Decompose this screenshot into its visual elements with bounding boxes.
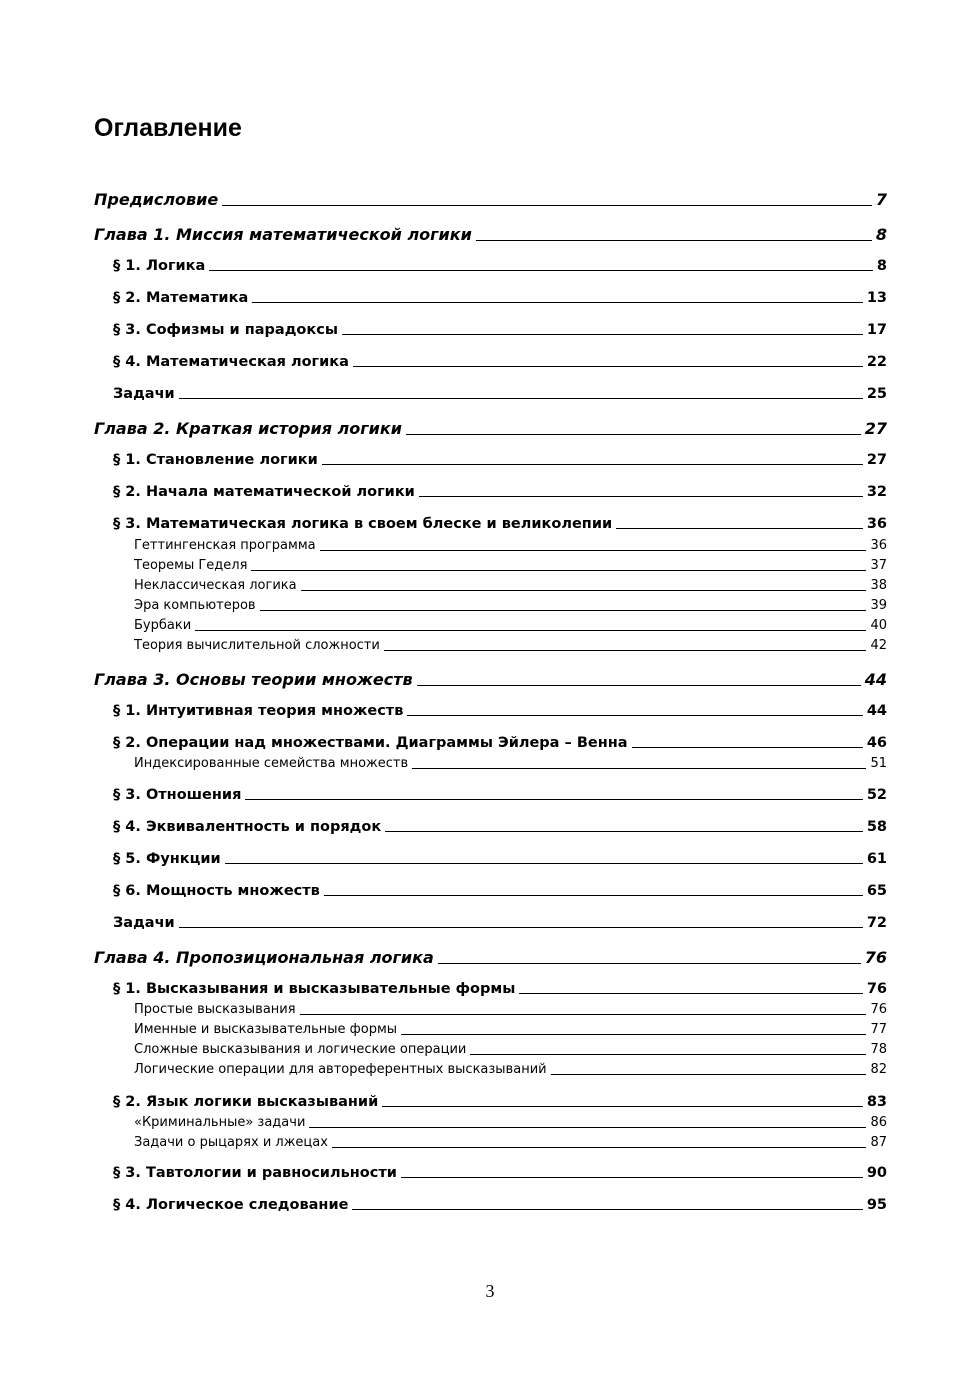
toc-entry[interactable]: [134, 558, 887, 573]
toc-entry-title: § 6. Мощность множеств: [113, 883, 320, 899]
toc-entry[interactable]: [94, 190, 887, 209]
toc-entry-title: Глава 4. Пропозициональная логика: [94, 948, 434, 967]
toc-entry-title: § 3. Софизмы и парадоксы: [113, 322, 338, 338]
toc-entry-title: § 3. Математическая логика в своем блеске и великолепии: [113, 516, 613, 532]
toc-entry-title: Задачи: [113, 915, 175, 931]
toc-entry-title: Сложные высказывания и логические операции: [134, 1042, 467, 1057]
toc-entry-page: 65: [866, 883, 887, 899]
toc-entry-page: 8: [876, 258, 887, 274]
toc-entry[interactable]: [113, 915, 887, 931]
toc-entry-title: Индексированные семейства множеств: [134, 756, 409, 771]
toc-leader-line: [417, 685, 861, 686]
toc-entry[interactable]: [94, 948, 887, 967]
toc-leader-line: [551, 1074, 867, 1075]
toc-entry-title: § 2. Язык логики высказываний: [113, 1094, 379, 1110]
toc-entry-page: 22: [866, 354, 887, 370]
toc-entry-title: Глава 1. Миссия математической логики: [94, 225, 472, 244]
toc-entry-page: 44: [864, 670, 887, 689]
toc-leader-line: [352, 1209, 862, 1210]
toc-entry-title: Глава 2. Краткая история логики: [94, 419, 402, 438]
toc-entry-page: 77: [870, 1022, 887, 1037]
toc-entry-page: 76: [864, 948, 887, 967]
toc-entry[interactable]: [134, 1115, 887, 1130]
toc-entry[interactable]: [134, 598, 887, 613]
toc-entry-page: 90: [866, 1165, 887, 1181]
toc-entry[interactable]: [134, 638, 887, 653]
toc-entry-page: 8: [875, 225, 887, 244]
toc-entry-title: § 3. Тавтологии и равносильности: [113, 1165, 397, 1181]
toc-entry[interactable]: [134, 1022, 887, 1037]
toc-leader-line: [406, 434, 861, 435]
toc-entry-page: 76: [870, 1002, 887, 1017]
toc-entry[interactable]: [113, 883, 887, 899]
toc-entry[interactable]: [94, 670, 887, 689]
toc-entry[interactable]: [113, 1165, 887, 1181]
toc-entry-page: 83: [866, 1094, 887, 1110]
toc-entry-page: 36: [866, 516, 887, 532]
toc-entry-title: Теоремы Геделя: [134, 558, 248, 573]
toc-leader-line: [332, 1147, 867, 1148]
toc-entry-page: 7: [875, 190, 887, 209]
toc-entry-page: 27: [864, 419, 887, 438]
toc-entry-title: § 1. Становление логики: [113, 452, 318, 468]
toc-leader-line: [322, 464, 863, 465]
toc-entry-title: «Криминальные» задачи: [134, 1115, 306, 1130]
toc-entry-title: Теория вычислительной сложности: [134, 638, 380, 653]
toc-leader-line: [407, 715, 862, 716]
toc-entry[interactable]: [113, 258, 887, 274]
toc-entry-title: Простые высказывания: [134, 1002, 296, 1017]
toc-leader-line: [519, 993, 863, 994]
toc-entry[interactable]: [94, 225, 887, 244]
page-title: Оглавление: [94, 114, 242, 142]
toc-leader-line: [324, 895, 863, 896]
toc-entry[interactable]: [134, 538, 887, 553]
toc-entry[interactable]: [134, 1135, 887, 1150]
toc-entry[interactable]: [94, 419, 887, 438]
toc-leader-line: [300, 1014, 867, 1015]
toc-entry-page: 61: [866, 851, 887, 867]
toc-entry-page: 25: [866, 386, 887, 402]
toc-entry-title: Именные и высказывательные формы: [134, 1022, 398, 1037]
toc-entry-title: § 2. Операции над множествами. Диаграммы Эйлера – Венна: [113, 735, 628, 751]
toc-leader-line: [401, 1177, 863, 1178]
toc-entry-title: § 4. Математическая логика: [113, 354, 349, 370]
toc-leader-line: [616, 528, 863, 529]
toc-entry[interactable]: [113, 703, 887, 719]
toc-entry-title: § 4. Логическое следование: [113, 1197, 349, 1213]
toc-leader-line: [353, 366, 863, 367]
toc-leader-line: [470, 1054, 866, 1055]
toc-entry-page: 72: [866, 915, 887, 931]
toc-entry-page: 82: [870, 1062, 887, 1077]
toc-entry-page: 44: [866, 703, 887, 719]
toc-entry-page: 46: [866, 735, 887, 751]
toc-entry-page: 27: [866, 452, 887, 468]
toc-entry[interactable]: [113, 322, 887, 338]
toc-entry-title: Логические операции для автореферентных высказываний: [134, 1062, 547, 1077]
toc-entry[interactable]: [113, 386, 887, 402]
toc-entry-title: Задачи: [113, 386, 175, 402]
toc-entry[interactable]: [113, 354, 887, 370]
toc-entry[interactable]: [134, 1042, 887, 1057]
toc-entry[interactable]: [113, 1197, 887, 1213]
toc-leader-line: [412, 768, 866, 769]
toc-entry-page: 17: [866, 322, 887, 338]
toc-entry[interactable]: [134, 618, 887, 633]
toc-leader-line: [382, 1106, 863, 1107]
toc-leader-line: [225, 863, 863, 864]
toc-entry-title: Задачи о рыцарях и лжецах: [134, 1135, 328, 1150]
toc-entry-page: 58: [866, 819, 887, 835]
toc-leader-line: [179, 398, 863, 399]
toc-entry[interactable]: [113, 735, 887, 751]
toc-leader-line: [309, 1127, 866, 1128]
toc-entry[interactable]: [113, 290, 887, 306]
toc-leader-line: [438, 963, 861, 964]
toc-entry[interactable]: [134, 1002, 887, 1017]
toc-leader-line: [195, 630, 866, 631]
toc-leader-line: [401, 1034, 866, 1035]
toc-entry-title: § 4. Эквивалентность и порядок: [113, 819, 382, 835]
toc-leader-line: [342, 334, 863, 335]
toc-entry[interactable]: [113, 851, 887, 867]
toc-leader-line: [252, 302, 863, 303]
toc-entry[interactable]: [113, 1094, 887, 1110]
toc-entry[interactable]: [113, 787, 887, 803]
toc-entry-title: Глава 3. Основы теории множеств: [94, 670, 413, 689]
toc-entry-title: § 2. Начала математической логики: [113, 484, 415, 500]
toc-entry-page: 86: [870, 1115, 887, 1130]
toc-entry-page: 32: [866, 484, 887, 500]
toc-entry-page: 52: [866, 787, 887, 803]
toc-entry-title: § 1. Интуитивная теория множеств: [113, 703, 404, 719]
toc-leader-line: [209, 270, 873, 271]
toc-entry-title: Геттингенская программа: [134, 538, 316, 553]
toc-leader-line: [222, 205, 872, 206]
toc-leader-line: [251, 570, 866, 571]
toc-leader-line: [245, 799, 862, 800]
toc-leader-line: [179, 927, 863, 928]
toc-entry-page: 87: [870, 1135, 887, 1150]
toc-entry-page: 40: [870, 618, 887, 633]
toc-entry-title: § 1. Логика: [113, 258, 206, 274]
toc-entry-page: 36: [870, 538, 887, 553]
toc-leader-line: [384, 650, 867, 651]
toc-entry-page: 38: [870, 578, 887, 593]
toc-entry[interactable]: [134, 756, 887, 771]
toc-entry-title: § 1. Высказывания и высказывательные формы: [113, 981, 516, 997]
toc-entry[interactable]: [113, 452, 887, 468]
page-number: 3: [485, 1281, 495, 1301]
toc-entry-title: § 2. Математика: [113, 290, 249, 306]
toc-leader-line: [419, 496, 863, 497]
toc-entry-page: 51: [870, 756, 887, 771]
toc-entry[interactable]: [113, 981, 887, 997]
toc-entry-title: Бурбаки: [134, 618, 192, 633]
toc-entry-title: Неклассическая логика: [134, 578, 297, 593]
toc-entry[interactable]: [113, 819, 887, 835]
toc-entry-title: Предисловие: [94, 190, 219, 209]
toc-entry-page: 78: [870, 1042, 887, 1057]
toc-leader-line: [385, 831, 863, 832]
toc-leader-line: [260, 610, 867, 611]
toc-entry-title: § 3. Отношения: [113, 787, 242, 803]
toc-leader-line: [632, 747, 863, 748]
toc-leader-line: [320, 550, 867, 551]
toc-entry-title: Эра компьютеров: [134, 598, 256, 613]
toc-entry[interactable]: [134, 1062, 887, 1077]
toc-entry-page: 37: [870, 558, 887, 573]
toc-entry-page: 39: [870, 598, 887, 613]
toc-entry-page: 76: [866, 981, 887, 997]
toc-leader-line: [476, 240, 872, 241]
toc-leader-line: [301, 590, 867, 591]
toc-entry[interactable]: [134, 578, 887, 593]
toc-entry-title: § 5. Функции: [113, 851, 221, 867]
toc-entry[interactable]: [113, 484, 887, 500]
toc-entry-page: 42: [870, 638, 887, 653]
toc-entry-page: 13: [866, 290, 887, 306]
toc-entry-page: 95: [866, 1197, 887, 1213]
toc-entry[interactable]: [113, 516, 887, 532]
